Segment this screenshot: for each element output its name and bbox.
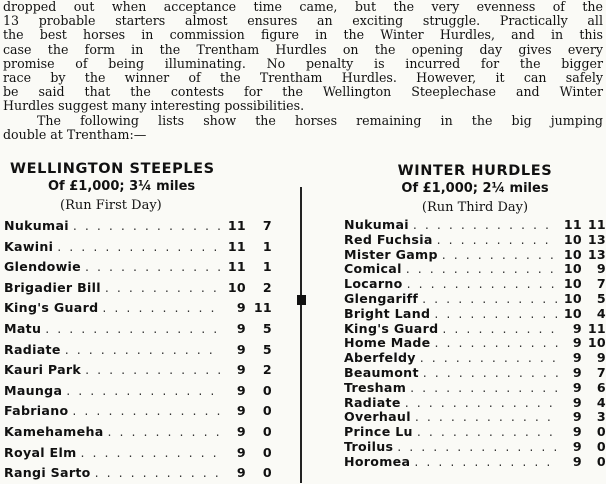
leader-dots — [53, 237, 220, 258]
weight-stone: 10 — [563, 305, 582, 321]
weight-stone: 9 — [572, 453, 582, 469]
leader-dots — [91, 463, 220, 484]
horse-name: Fabriano — [4, 403, 69, 419]
leader-dots — [69, 216, 220, 237]
weight-stone: 9 — [236, 444, 246, 460]
horse-name: Radiate — [344, 394, 401, 410]
steeplechase-title: WELLINGTON STEEPLES — [10, 161, 215, 177]
article-paragraph — [3, 0, 603, 142]
weight-pounds: 5 — [262, 320, 272, 336]
weight-pounds: 5 — [262, 341, 272, 357]
column-divider — [300, 187, 302, 483]
article-line: The following lists show the horses remaining in the big jumping — [37, 112, 603, 128]
horse-entry — [344, 262, 606, 277]
leader-dots — [402, 262, 558, 277]
horse-name: Mister Gamp — [344, 246, 438, 262]
weight-pounds: 0 — [596, 453, 606, 469]
weight-stone: 10 — [563, 246, 582, 262]
horse-name: Comical — [344, 261, 402, 277]
article-line: dropped out when acceptance time came, but the very evenness of the — [3, 0, 603, 14]
horse-name: Royal Elm — [4, 444, 77, 460]
leader-dots — [433, 233, 558, 248]
weight-pounds: 6 — [596, 379, 606, 395]
horse-name: Locarno — [344, 276, 403, 292]
horse-entry — [4, 278, 272, 299]
steeplechase-run-day: (Run First Day) — [60, 198, 162, 213]
weight-pounds: 7 — [596, 364, 606, 380]
horse-name: Beaumont — [344, 364, 419, 380]
horse-entry — [344, 248, 606, 263]
steeplechase-list — [4, 160, 272, 484]
weight-stone: 9 — [572, 379, 582, 395]
leader-dots — [410, 455, 558, 470]
horse-entry — [344, 440, 606, 455]
horse-name: Kawini — [4, 238, 54, 254]
article-line: the best horses in commission figure in the Winter Hurdles, and in this — [3, 27, 603, 43]
horse-name: King's Guard — [344, 320, 439, 336]
hurdles-title: WINTER HURDLES — [397, 163, 553, 179]
weight-pounds: 0 — [262, 403, 272, 419]
weight-stone: 9 — [572, 394, 582, 410]
weight-pounds: 2 — [262, 279, 272, 295]
horse-entry — [344, 410, 606, 425]
leader-dots — [406, 381, 558, 396]
weight-stone: 10 — [563, 261, 582, 277]
hurdles-entries — [344, 218, 606, 470]
leader-dots — [393, 440, 558, 455]
weight-pounds: 4 — [596, 305, 606, 321]
horse-entry — [4, 340, 272, 361]
leader-dots — [98, 298, 220, 319]
horse-entry — [4, 401, 272, 422]
weight-stone: 9 — [572, 320, 582, 336]
horse-name: King's Guard — [4, 300, 99, 316]
horse-name: Horomea — [344, 453, 411, 469]
steeplechase-entries — [4, 216, 272, 484]
weight-pounds: 10 — [587, 335, 606, 351]
leader-dots — [61, 340, 220, 361]
horse-name: Troilus — [344, 438, 394, 454]
weight-stone: 10 — [563, 276, 582, 292]
weight-stone: 9 — [236, 403, 246, 419]
article-line: double at Trentham:— — [3, 126, 147, 142]
leader-dots — [419, 366, 558, 381]
weight-stone: 11 — [563, 217, 582, 232]
weight-pounds: 4 — [596, 394, 606, 410]
horse-entry — [4, 319, 272, 340]
horse-entry — [344, 292, 606, 307]
leader-dots — [68, 401, 220, 422]
weight-stone: 9 — [236, 320, 246, 336]
weight-pounds: 1 — [262, 238, 272, 254]
weight-stone: 9 — [236, 300, 246, 316]
weight-stone: 9 — [572, 424, 582, 440]
weight-stone: 10 — [227, 279, 246, 295]
weight-pounds: 0 — [262, 423, 272, 439]
horse-name: Rangi Sarto — [4, 465, 91, 481]
weight-stone: 9 — [236, 382, 246, 398]
weight-stone: 9 — [236, 423, 246, 439]
horse-name: Nukumai — [344, 217, 409, 232]
leader-dots — [81, 257, 220, 278]
horse-name: Prince Lu — [344, 424, 413, 440]
horse-name: Nukumai — [4, 218, 69, 233]
weight-stone: 9 — [236, 362, 246, 378]
divider-ornament — [297, 295, 306, 305]
horse-entry — [4, 463, 272, 484]
leader-dots — [403, 277, 558, 292]
weight-pounds: 0 — [596, 424, 606, 440]
leader-dots — [409, 218, 558, 233]
horse-name: Aberfeldy — [344, 350, 416, 366]
weight-pounds: 0 — [596, 438, 606, 454]
weight-stone: 11 — [227, 218, 246, 233]
weight-pounds: 3 — [596, 409, 606, 425]
horse-entry — [344, 425, 606, 440]
horse-name: Glengariff — [344, 290, 419, 306]
weight-stone: 9 — [572, 438, 582, 454]
horse-entry — [344, 381, 606, 396]
leader-dots — [77, 443, 220, 464]
horse-entry — [4, 422, 272, 443]
weight-pounds: 2 — [262, 362, 272, 378]
horse-name: Kauri Park — [4, 362, 82, 378]
horse-entry — [4, 360, 272, 381]
weight-pounds: 9 — [596, 350, 606, 366]
weight-pounds: 0 — [262, 465, 272, 481]
weight-pounds: 11 — [253, 300, 272, 316]
leader-dots — [413, 425, 558, 440]
horse-entry — [4, 381, 272, 402]
horse-name: Brigadier Bill — [4, 279, 101, 295]
leader-dots — [438, 322, 558, 337]
horse-entry — [4, 298, 272, 319]
weight-stone: 11 — [227, 259, 246, 275]
leader-dots — [104, 422, 220, 443]
leader-dots — [431, 336, 558, 351]
horse-entry — [344, 336, 606, 351]
weight-pounds: 11 — [587, 320, 606, 336]
article-line: 13 probable starters almost ensures an exciting struggle. Practically all — [3, 13, 603, 29]
weight-pounds: 1 — [262, 259, 272, 275]
leader-dots — [401, 396, 558, 411]
weight-pounds: 5 — [596, 290, 606, 306]
horse-entry — [4, 257, 272, 278]
hurdles-subtitle: Of £1,000; 2¼ miles — [401, 181, 549, 196]
horse-name: Home Made — [344, 335, 431, 351]
leader-dots — [41, 319, 220, 340]
weight-stone: 9 — [236, 341, 246, 357]
article-line: Hurdles suggest many interesting possibilities. — [3, 98, 305, 114]
article-line: be said that the contests for the Wellington Steeplechase and Winter — [3, 84, 603, 100]
horse-entry — [344, 307, 606, 322]
horse-entry — [4, 237, 272, 258]
weight-pounds: 0 — [262, 382, 272, 398]
weight-stone: 10 — [563, 231, 582, 247]
leader-dots — [418, 292, 558, 307]
leader-dots — [411, 410, 558, 425]
horse-name: Bright Land — [344, 305, 431, 321]
article-line: promise of being illuminating. No penalty is incurred for the bigger — [3, 55, 603, 71]
weight-pounds: 0 — [262, 444, 272, 460]
weight-stone: 9 — [572, 350, 582, 366]
horse-name: Matu — [4, 320, 42, 336]
horse-entry — [344, 233, 606, 248]
horse-entry — [344, 366, 606, 381]
hurdles-run-day: (Run Third Day) — [421, 200, 529, 215]
horse-name: Glendowie — [4, 259, 82, 275]
horse-entry — [344, 218, 606, 233]
weight-pounds: 11 — [587, 217, 606, 232]
article-line: case the form in the Trentham Hurdles on the opening day gives every — [3, 41, 603, 57]
weight-stone: 9 — [236, 465, 246, 481]
horse-name: Overhaul — [344, 409, 411, 425]
leader-dots — [62, 381, 220, 402]
weight-stone: 9 — [572, 335, 582, 351]
weight-stone: 9 — [572, 364, 582, 380]
horse-entry — [4, 443, 272, 464]
horse-name: Maunga — [4, 382, 63, 398]
weight-pounds: 7 — [596, 276, 606, 292]
horse-entry — [344, 455, 606, 470]
weight-pounds: 13 — [587, 246, 606, 262]
steeplechase-subtitle: Of £1,000; 3¼ miles — [48, 179, 196, 194]
horse-name: Red Fuchsia — [344, 231, 433, 247]
weight-pounds: 7 — [262, 218, 272, 233]
horse-entry — [4, 216, 272, 237]
weight-stone: 10 — [563, 290, 582, 306]
leader-dots — [430, 307, 558, 322]
weight-stone: 9 — [572, 409, 582, 425]
leader-dots — [438, 248, 558, 263]
horse-entry — [344, 396, 606, 411]
horse-name: Radiate — [4, 341, 61, 357]
weight-pounds: 13 — [587, 231, 606, 247]
article-line: race by the winner of the Trentham Hurdles. However, it can safely — [3, 69, 603, 85]
horse-entry — [344, 351, 606, 366]
horse-entry — [344, 322, 606, 337]
leader-dots — [81, 360, 220, 381]
leader-dots — [101, 278, 220, 299]
weight-pounds: 9 — [596, 261, 606, 277]
weight-stone: 11 — [227, 238, 246, 254]
hurdles-list — [344, 162, 606, 470]
horse-name: Kamehameha — [4, 423, 104, 439]
leader-dots — [416, 351, 558, 366]
horse-name: Tresham — [344, 379, 407, 395]
horse-entry — [344, 277, 606, 292]
